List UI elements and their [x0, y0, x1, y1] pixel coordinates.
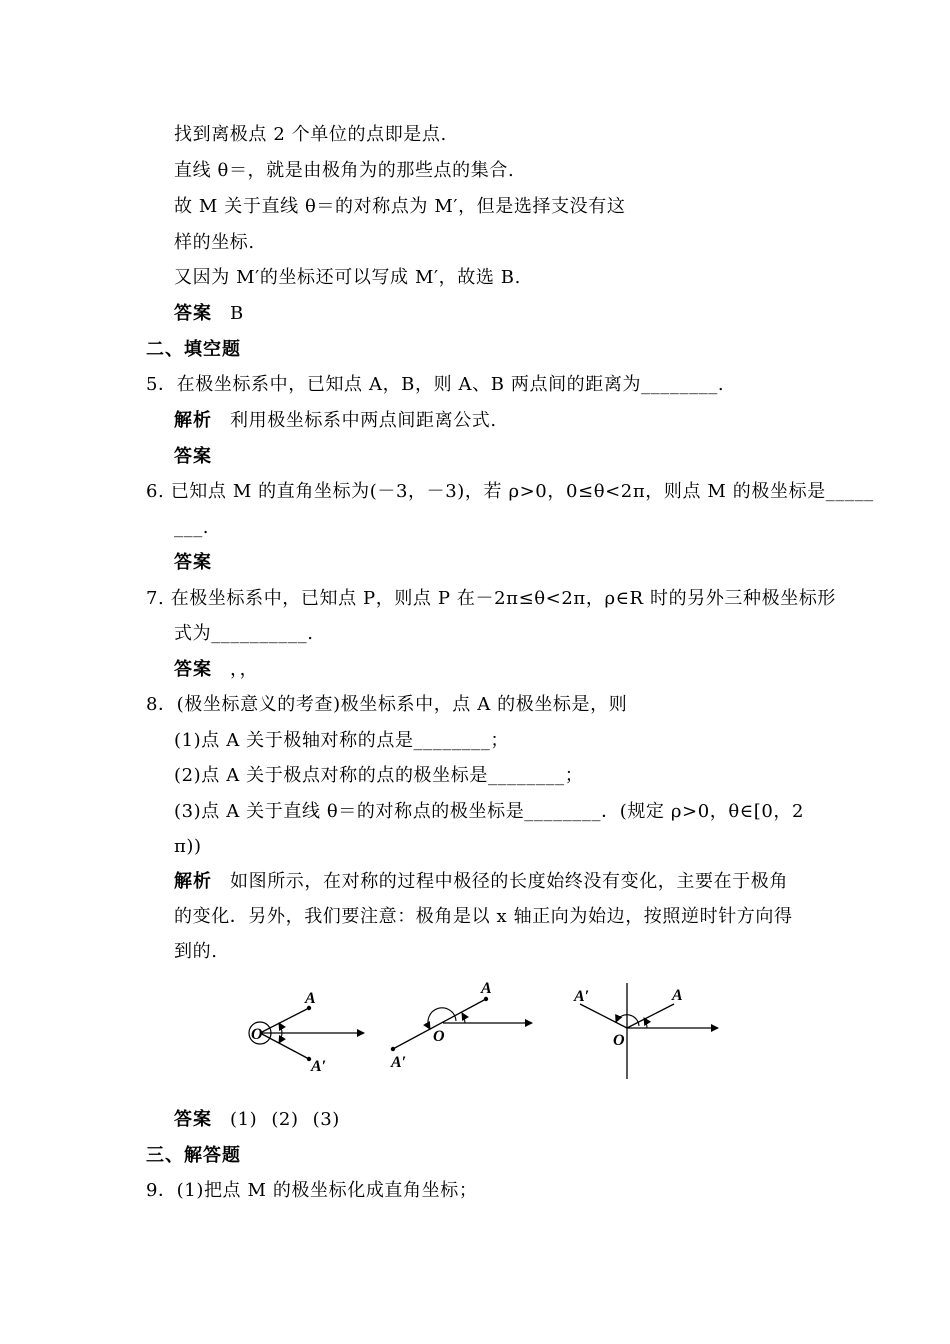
point-A	[484, 997, 488, 1001]
label-O: O	[433, 1028, 445, 1045]
label-A-prime: A′	[391, 1054, 407, 1071]
ray-A-prime	[260, 1033, 309, 1059]
answer-q6	[174, 551, 230, 575]
answer-value: (2)	[271, 1109, 299, 1130]
analysis-q5	[174, 409, 497, 433]
question-6: 6. 已知点 M 的直角坐标为(－3，－3)，若 ρ>0，0≤θ<2π，则点 M 的极坐标是_____	[146, 481, 874, 502]
angle-arc	[644, 1018, 647, 1028]
angle-arc	[279, 1033, 282, 1043]
polar-symmetry-figure	[236, 975, 736, 1085]
answer-q8	[174, 1108, 354, 1132]
question-8: 8．(极坐标意义的考查)极坐标系中，点 A 的极坐标是，则	[146, 694, 628, 715]
label-A: A	[305, 990, 316, 1007]
ray-A-prime	[580, 1004, 627, 1028]
question-6-cont: ___.	[174, 517, 210, 538]
answer-label: 答案	[174, 303, 212, 324]
label-A: A	[672, 987, 683, 1004]
angle-arc	[428, 1008, 456, 1029]
label-A-prime: A′	[311, 1058, 327, 1075]
question-5: 5．在极坐标系中，已知点 A，B，则 A、B 两点间的距离为________.	[146, 374, 725, 395]
question-9: 9．(1)把点 M 的极坐标化成直角坐标；	[146, 1180, 478, 1201]
point-A-prime	[391, 1047, 395, 1051]
label-O: O	[251, 1026, 263, 1043]
angle-arc	[279, 1023, 282, 1033]
analysis-label: 解析	[174, 410, 212, 431]
text-line: 直线 θ＝，就是由极角为的那些点的集合.	[174, 160, 515, 181]
answer-q7	[174, 658, 258, 682]
ray-A	[627, 1004, 674, 1028]
label-A: A	[481, 980, 492, 997]
answer-label: 答案	[174, 659, 212, 680]
answer-value: B	[230, 303, 244, 324]
question-7: 7. 在极坐标系中，已知点 P，则点 P 在－2π≤θ<2π，ρ∈R 时的另外三种极坐标形	[146, 588, 837, 609]
question-8-part1: (1)点 A 关于极轴对称的点是________；	[174, 730, 509, 751]
text-line: 又因为 M′的坐标还可以写成 M′，故选 B.	[174, 267, 521, 288]
text-line: 故 M 关于直线 θ＝的对称点为 M′，但是选择支没有这	[174, 196, 626, 217]
diagram-3	[573, 983, 718, 1079]
question-8-part2: (2)点 A 关于极点对称的点的极坐标是________；	[174, 765, 584, 786]
question-8-part3: (3)点 A 关于直线 θ＝的对称点的极坐标是________．(规定 ρ>0，θ∈[0，2	[174, 801, 805, 822]
section-heading: 三、解答题	[146, 1145, 241, 1166]
question-7-cont: 式为__________.	[174, 623, 314, 644]
answer-q4	[174, 302, 244, 326]
answer-q5	[174, 445, 230, 469]
answer-label: 答案	[174, 552, 212, 573]
label-O: O	[613, 1032, 625, 1049]
analysis-label: 解析	[174, 871, 212, 892]
ray-A	[260, 1008, 309, 1033]
label-A-prime: A′	[574, 988, 590, 1005]
text-line: 样的坐标.	[174, 232, 255, 253]
analysis-q8-cont: 到的.	[174, 941, 218, 962]
text-line: 找到离极点 2 个单位的点即是点.	[174, 124, 447, 145]
section-heading: 二、填空题	[146, 339, 241, 360]
diagram-2	[390, 980, 532, 1071]
analysis-text: 利用极坐标系中两点间距离公式.	[230, 410, 497, 431]
answer-label: 答案	[174, 1109, 212, 1130]
analysis-q8-cont: 的变化．另外，我们要注意：极角是以 x 轴正向为始边，按照逆时针方向得	[174, 906, 793, 927]
angle-arc	[462, 1013, 465, 1023]
answer-value: (1)	[230, 1109, 258, 1130]
answer-value: ，，	[230, 659, 259, 680]
answer-label: 答案	[174, 446, 212, 467]
analysis-text: 如图所示，在对称的过程中极径的长度始终没有变化，主要在于极角	[230, 871, 788, 892]
answer-value: (3)	[312, 1109, 340, 1130]
diagram-1	[249, 990, 364, 1075]
question-8-part3-cont: π))	[174, 836, 202, 857]
analysis-q8	[174, 870, 788, 894]
